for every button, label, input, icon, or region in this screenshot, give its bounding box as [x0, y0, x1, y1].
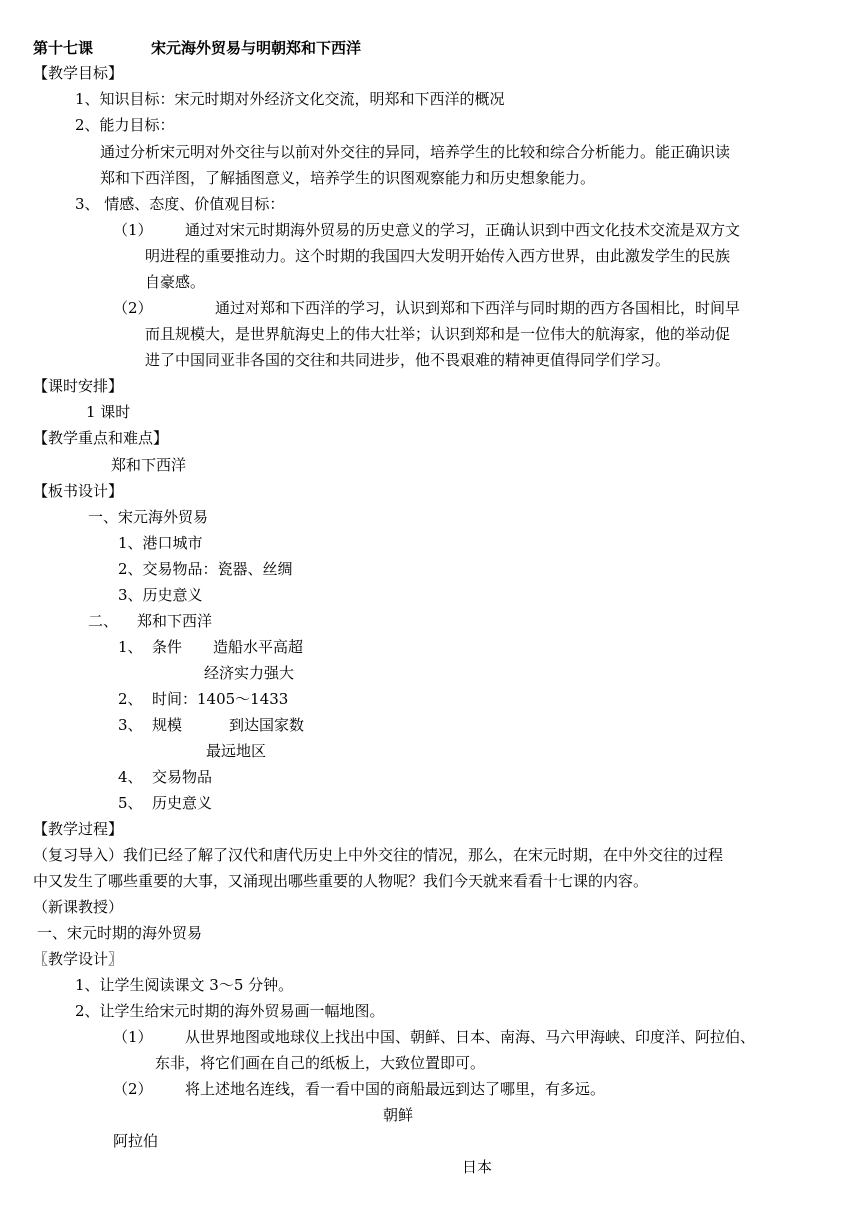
focus-heading: 【教学重点和难点】	[33, 429, 169, 447]
board-s2-item-1-a: 造船水平高超	[213, 638, 304, 656]
board-section-1: 一、宋元海外贸易	[88, 508, 209, 526]
new-lesson-label: （新课教授）	[33, 898, 124, 916]
lesson-title	[33, 38, 361, 58]
board-s2-item-5-number: 5、	[118, 794, 143, 812]
schedule-heading: 【课时安排】	[33, 377, 124, 395]
sub-goal-2-number: （2）	[113, 299, 153, 317]
sub-goal-1-line-1: 通过对宋元时期海外贸易的历史意义的学习，正确认识到中西文化技术交流是双方文	[185, 221, 741, 239]
sub-goal-2-line-3: 进了中国同亚非各国的交往和共同进步，他不畏艰难的精神更值得同学们学习。	[145, 351, 671, 369]
schedule-text: 1 课时	[86, 403, 131, 421]
board-s2-item-2-text: 时间：1405～1433	[152, 690, 289, 708]
sub-goal-2-line-2: 而且规模大，是世界航海史上的伟大壮举；认识到郑和是一位伟大的航海家，他的举动促	[145, 325, 731, 343]
board-s2-item-5-text: 历史意义	[152, 794, 213, 812]
sub-goal-1-line-2: 明进程的重要推动力。这个时期的我国四大发明开始传入西方世界，由此激发学生的民族	[145, 247, 731, 265]
board-s1-item-1: 1、港口城市	[118, 534, 203, 552]
lesson-name: 宋元海外贸易与明朝郑和下西洋	[151, 39, 362, 57]
board-s2-item-1-b: 经济实力强大	[204, 664, 295, 682]
board-section-2-number: 二、	[88, 612, 119, 630]
lesson-number: 第十七课	[33, 39, 94, 57]
goal-ability-text-1: 通过分析宋元明对外交往与以前对外交往的异同，培养学生的比较和综合分析能力。能正确识读	[100, 143, 731, 161]
sub-goal-2-line-1: 通过对郑和下西洋的学习，认识到郑和下西洋与同时期的西方各国相比，时间早	[215, 299, 741, 317]
sub-goal-1-number: （1）	[113, 221, 153, 239]
board-s2-item-2-number: 2、	[118, 690, 143, 708]
map-label-korea: 朝鲜	[383, 1106, 414, 1124]
map-label-arabia: 阿拉伯	[113, 1132, 159, 1150]
design-heading: 〖教学设计〗	[33, 950, 124, 968]
design-step-1: 1、让学生阅读课文 3～5 分钟。	[75, 976, 294, 994]
board-section-2-title: 郑和下西洋	[137, 612, 213, 630]
board-s1-item-2: 2、交易物品：瓷器、丝绸	[118, 560, 293, 578]
design-sub-2-number: （2）	[113, 1080, 153, 1098]
board-s1-item-3: 3、历史意义	[118, 586, 203, 604]
process-heading: 【教学过程】	[33, 820, 124, 838]
focus-text: 郑和下西洋	[111, 456, 187, 474]
design-step-2: 2、让学生给宋元时期的海外贸易画一幅地图。	[75, 1002, 385, 1020]
process-intro-line-2: 中又发生了哪些重要的大事，又涌现出哪些重要的人物呢？我们今天就来看看十七课的内容。	[33, 872, 649, 890]
board-s2-item-3-a: 到达国家数	[229, 716, 305, 734]
design-sub-2-text: 将上述地名连线，看一看中国的商船最远到达了哪里，有多远。	[185, 1080, 606, 1098]
board-s2-item-4-text: 交易物品	[152, 768, 213, 786]
goals-heading: 【教学目标】	[33, 64, 124, 82]
board-s2-item-1-label: 条件	[152, 638, 183, 656]
process-intro-line-1: （复习导入）我们已经了解了汉代和唐代历史上中外交往的情况，那么，在宋元时期，在中外交往的过程	[33, 846, 724, 864]
board-s2-item-3-label: 规模	[152, 716, 183, 734]
board-s2-item-3-b: 最远地区	[206, 742, 267, 760]
goal-emotion: 3、 情感、态度、价值观目标：	[75, 195, 285, 213]
board-heading: 【板书设计】	[33, 482, 124, 500]
goal-knowledge: 1、知识目标：宋元时期对外经济文化交流，明郑和下西洋的概况	[75, 90, 505, 108]
map-label-japan: 日本	[462, 1158, 493, 1176]
goal-ability-text-2: 郑和下西洋图，了解插图意义，培养学生的识图观察能力和历史想象能力。	[100, 169, 596, 187]
design-sub-1-number: （1）	[113, 1028, 153, 1046]
board-s2-item-3-number: 3、	[118, 716, 143, 734]
board-s2-item-1-number: 1、	[118, 638, 143, 656]
design-sub-1-line-2: 东非，将它们画在自己的纸板上，大致位置即可。	[155, 1054, 486, 1072]
sub-goal-1-line-3: 自豪感。	[145, 273, 206, 291]
goal-ability: 2、能力目标：	[75, 116, 175, 134]
design-sub-1-line-1: 从世界地图或地球仪上找出中国、朝鲜、日本、南海、马六甲海峡、印度洋、阿拉伯、	[185, 1028, 756, 1046]
part-1-title: 一、宋元时期的海外贸易	[37, 924, 203, 942]
board-s2-item-4-number: 4、	[118, 768, 143, 786]
